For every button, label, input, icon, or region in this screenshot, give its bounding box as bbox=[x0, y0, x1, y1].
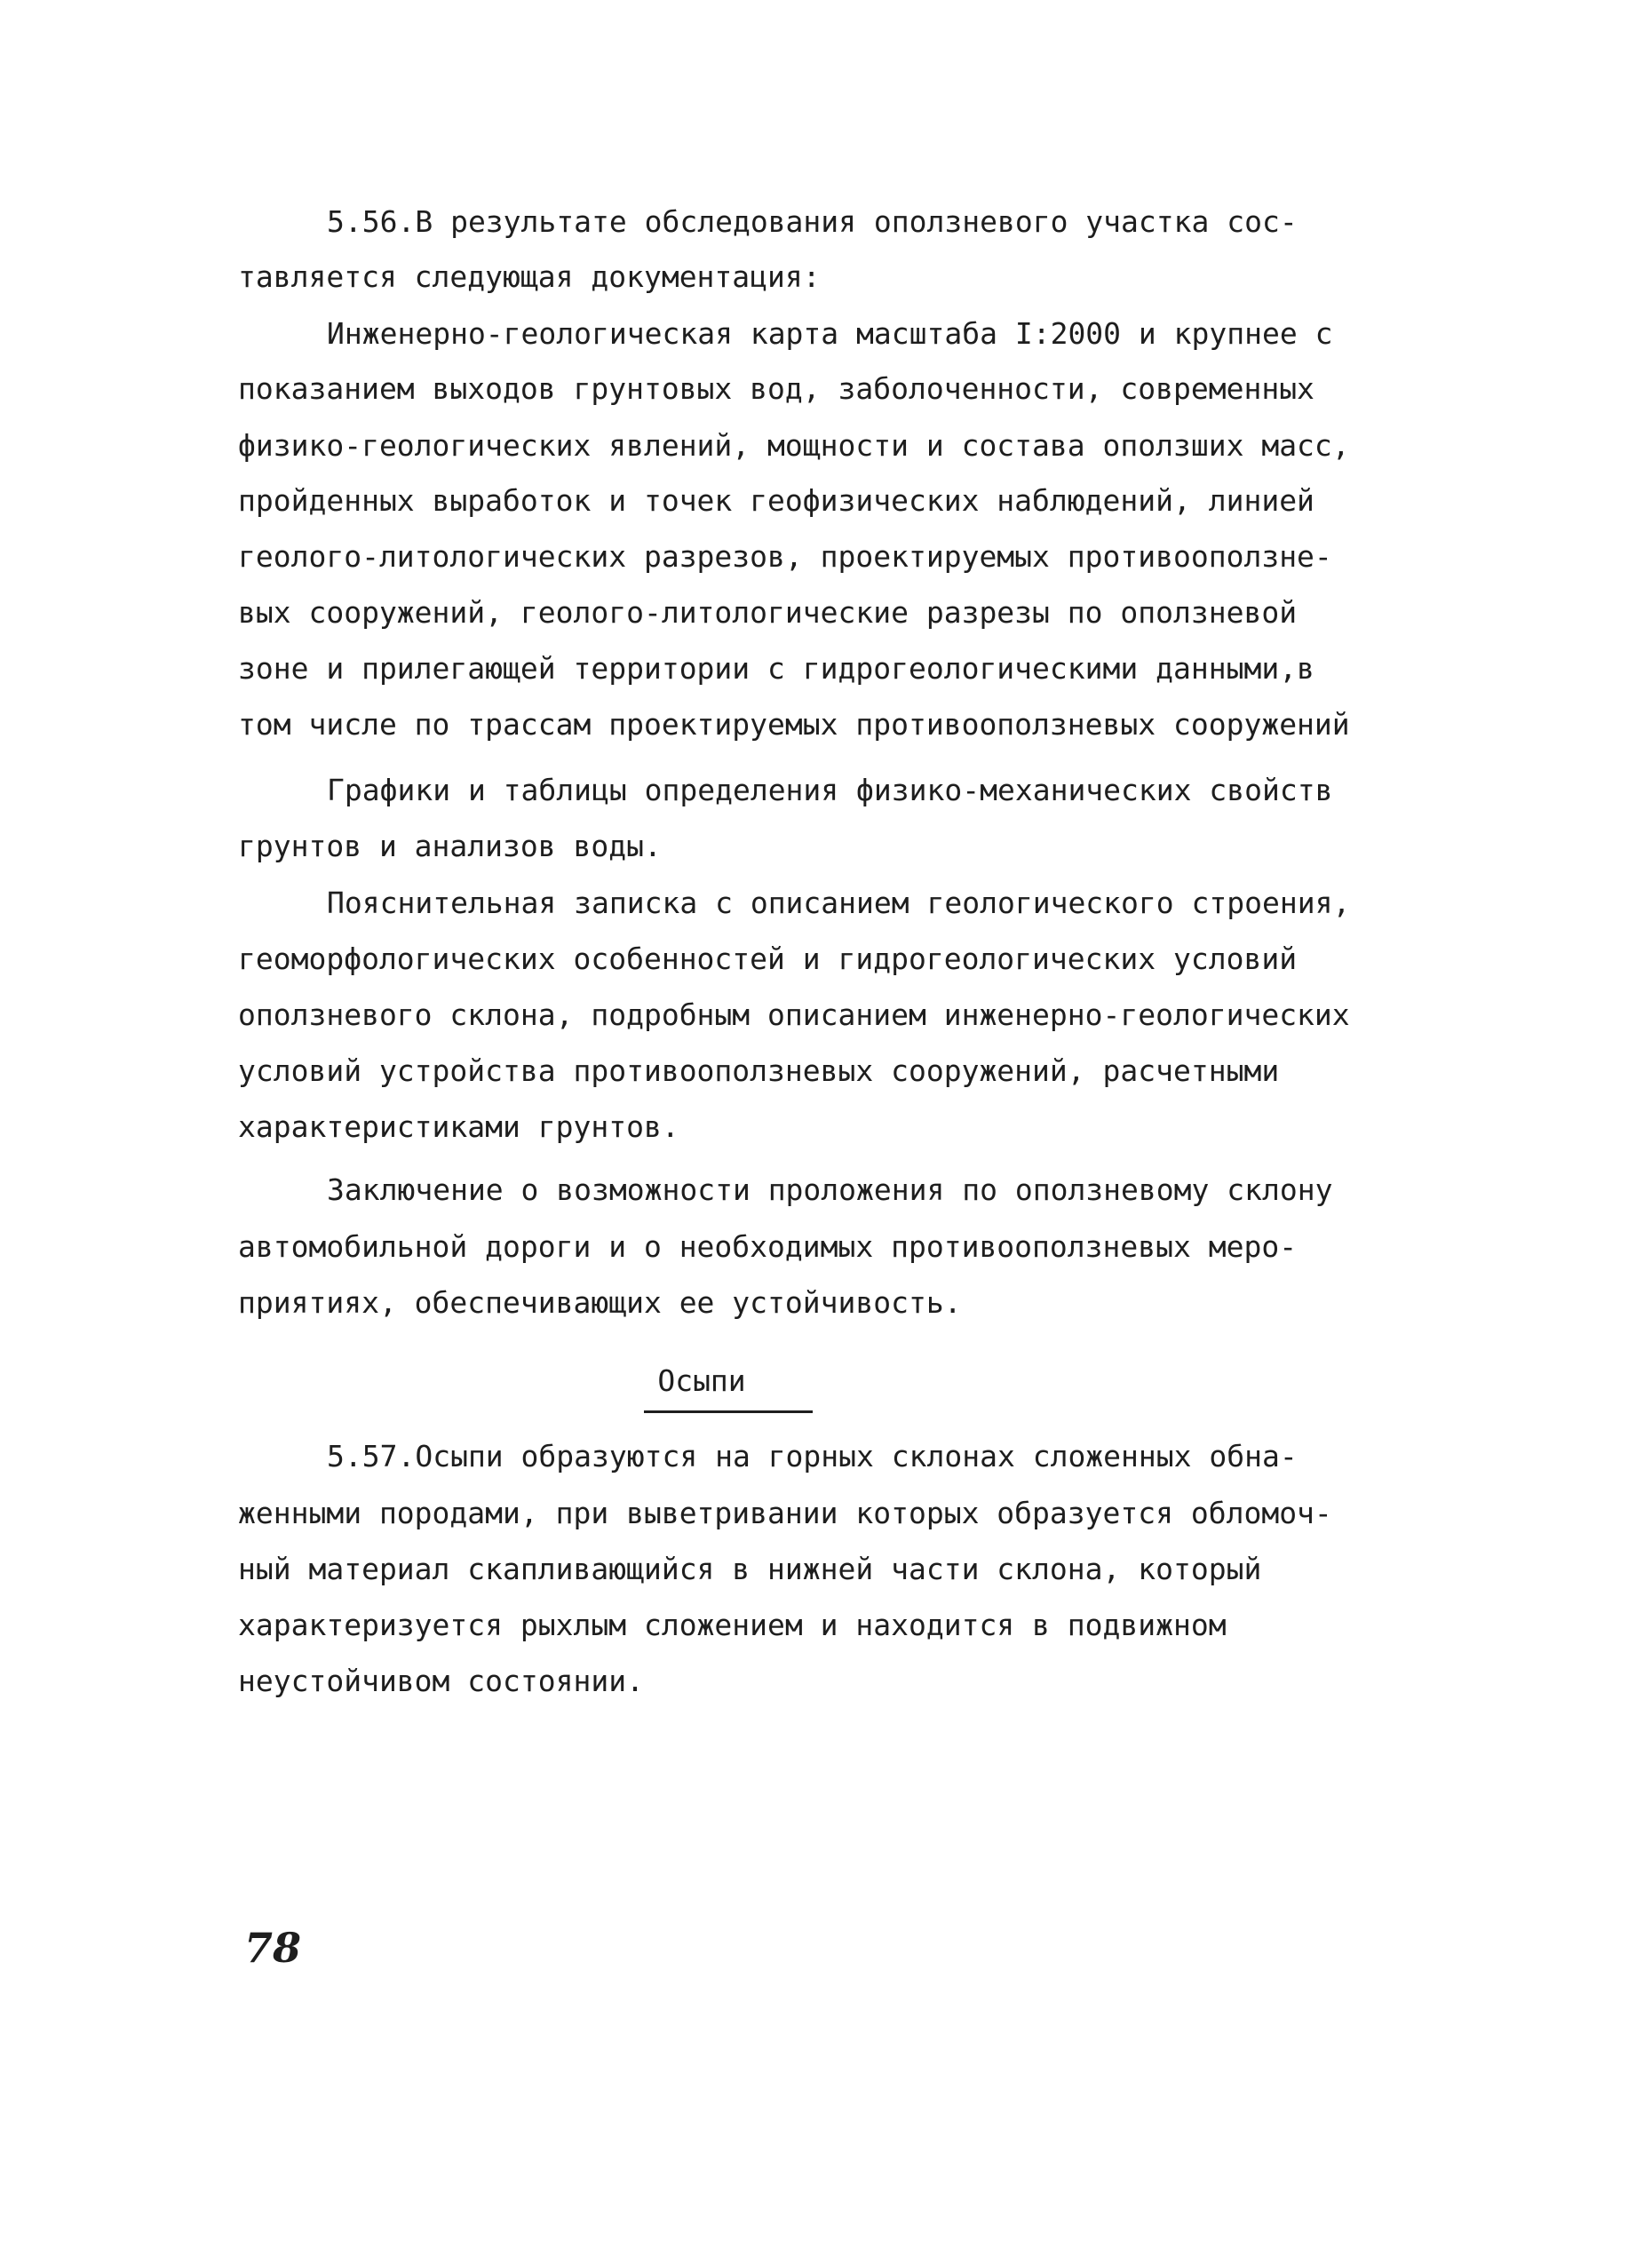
paragraph-line: вых сооружений, геолого-литологические разрезы по оползневой bbox=[238, 595, 1298, 630]
paragraph-line: Пояснительная записка с описанием геологического строения, bbox=[327, 886, 1351, 920]
paragraph-line: тавляется следующая документация: bbox=[238, 259, 821, 294]
paragraph-line: неустойчивом состоянии. bbox=[238, 1664, 644, 1698]
paragraph-line: геолого-литологических разрезов, проектируемых противооползне- bbox=[238, 539, 1332, 574]
paragraph-line: оползневого склона, подробным описанием инженерно-геологических bbox=[238, 997, 1350, 1032]
paragraph-line: 5.56.В результате обследования оползневого участка сос- bbox=[327, 204, 1298, 239]
paragraph-line: Инженерно-геологическая карта масштаба I:2000 и крупнее с bbox=[327, 316, 1333, 351]
paragraph-line: приятиях, обеспечивающих ее устойчивость. bbox=[238, 1285, 962, 1320]
paragraph-line: 5.57.Осыпи образуются на горных склонах сложенных обна- bbox=[327, 1439, 1298, 1474]
section-heading: Осыпи bbox=[657, 1363, 746, 1398]
paragraph-line: ный материал скапливающийся в нижней части склона, который bbox=[238, 1552, 1262, 1586]
paragraph-line: условий устройства противооползневых сооружений, расчетными bbox=[238, 1053, 1280, 1088]
paragraph-line: физико-геологических явлений, мощности и состава оползших масс, bbox=[238, 428, 1350, 463]
paragraph-line: грунтов и анализов воды. bbox=[238, 829, 662, 863]
paragraph-line: показанием выходов грунтовых вод, заболоченности, современных bbox=[238, 371, 1314, 406]
paragraph-line: женными породами, при выветривании которых образуется обломоч- bbox=[238, 1496, 1332, 1530]
paragraph-line: характеристиками грунтов. bbox=[238, 1109, 679, 1144]
paragraph-line: Заключение о возможности проложения по оползневому склону bbox=[327, 1172, 1333, 1207]
paragraph-line: пройденных выработок и точек геофизических наблюдений, линией bbox=[238, 483, 1314, 518]
paragraph-line: том числе по трассам проектируемых противооползневых сооружений bbox=[238, 707, 1350, 742]
heading-underline bbox=[644, 1410, 813, 1413]
paragraph-line: геоморфологических особенностей и гидрогеологических условий bbox=[238, 941, 1298, 976]
paragraph-line: автомобильной дороги и о необходимых противооползневых меро- bbox=[238, 1229, 1298, 1264]
paragraph-line: Графики и таблицы определения физико-механических свойств bbox=[327, 773, 1333, 807]
paragraph-line: характеризуется рыхлым сложением и находится в подвижном bbox=[238, 1608, 1227, 1642]
paragraph-line: зоне и прилегающей территории с гидрогеологическими данными,в bbox=[238, 651, 1314, 686]
page-number: 78 bbox=[244, 1924, 302, 1972]
